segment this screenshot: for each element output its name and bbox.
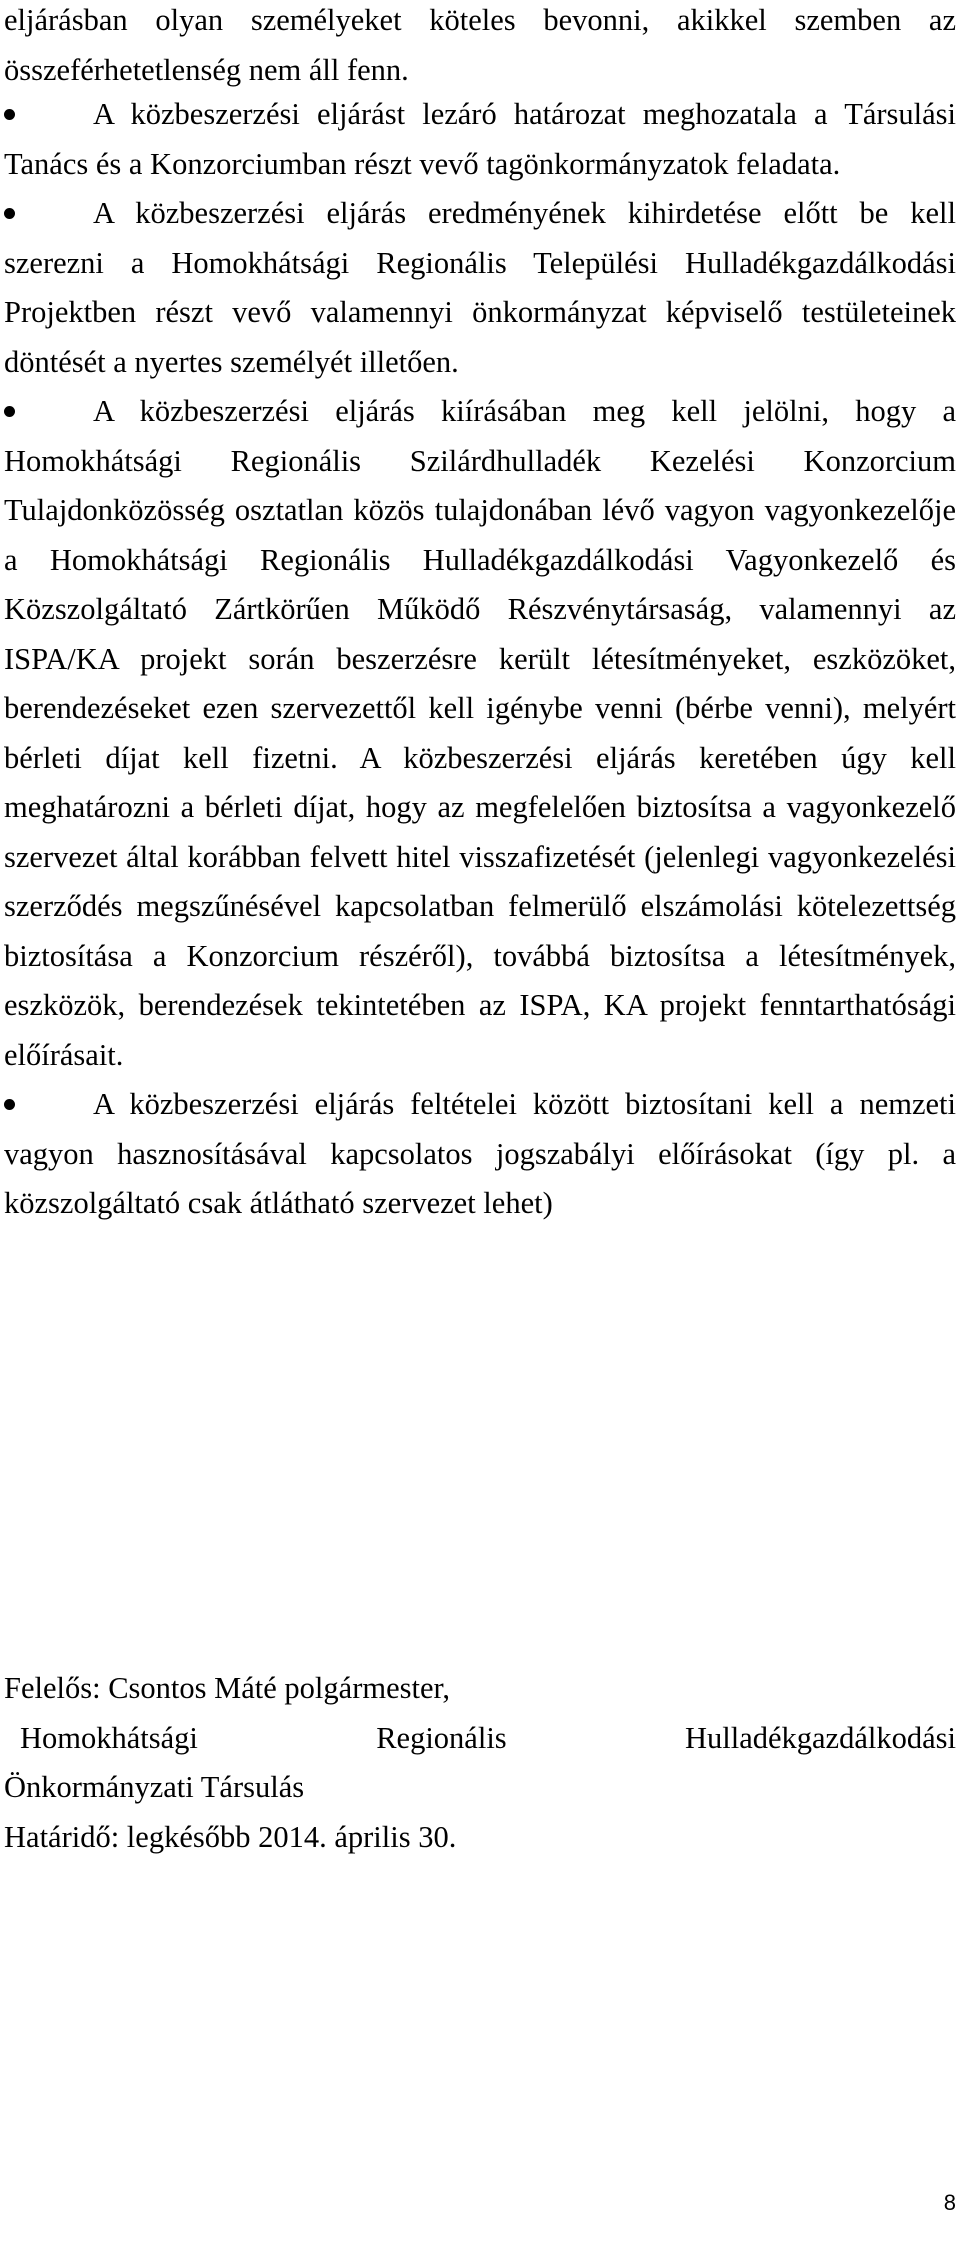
bullet-icon (4, 406, 15, 417)
bullet-item-1 (0, 90, 956, 189)
bullet-icon (4, 109, 15, 120)
bullet-list (0, 90, 956, 1229)
continuation-paragraph: eljárásban olyan személyeket köteles bevonni, akikkel szemben az összeférhetetlenség nem áll fenn. (4, 3, 956, 87)
bullet-icon (4, 1099, 15, 1110)
responsible-person: Felelős: Csontos Máté polgármester, (4, 1671, 451, 1705)
bullet-text: A közbeszerzési eljárás eredményének kihirdetése előtt be kell szerezni a Homokhátsági Regionális Települési Hulladékgazdálkodási Projektben részt vevő valamennyi önkormányzat képviselő testületeinek döntését a nyertes személyét illetően. (4, 196, 956, 379)
org-word: Homokhátsági (20, 1720, 198, 1755)
bullet-icon (4, 208, 15, 219)
responsible-organization-continued: Önkormányzati Társulás (4, 1770, 305, 1804)
bullet-text: A közbeszerzési eljárás kiírásában meg kell jelölni, hogy a Homokhátsági Regionális Szilárdhulladék Kezelési Konzorcium Tulajdonközösség osztatlan közös tulajdonában lévő vagyon vagyonkezelője a Homokhátsági Regionális Hulladékgazdálkodási Vagyonkezelő és Közszolgáltató Zártkörűen Működő Részvénytársaság, valamennyi az ISPA/KA projekt során beszerzésre került létesítményeket, eszközöket, berendezéseket ezen szervezettől kell igénybe venni (bérbe venni), melyért bérleti díjat kell fizetni. A közbeszerzési eljárás keretében úgy kell meghatározni a bérleti díjat, hogy az megfelelően biztosítsa a vagyonkezelő szervezet által korábban felvett hitel visszafizetését (jelenlegi vagyonkezelési szerződés megszűnésével kapcsolatban felmerülő elszámolási kötelezettség biztosítása a Konzorcium részéről), továbbá biztosítsa a létesítmények, eszközök, berendezések tekintetében az ISPA, KA projekt fenntarthatósági előírásait. (4, 394, 956, 1072)
responsibility-block (4, 1664, 956, 1862)
bullet-item-2 (0, 189, 956, 387)
bullet-item-4 (0, 1080, 956, 1229)
responsible-organization (4, 1714, 956, 1764)
deadline: Határidő: legkésőbb 2014. április 30. (4, 1819, 457, 1854)
bullet-text: A közbeszerzési eljárás feltételei között biztosítani kell a nemzeti vagyon hasznosításával kapcsolatos jogszabályi előírásokat (így pl. a közszolgáltató csak átlátható szervezet lehet) (4, 1087, 956, 1220)
org-word: Regionális (376, 1720, 507, 1755)
bullet-text: A közbeszerzési eljárást lezáró határozat meghozatala a Társulási Tanács és a Konzorciumban részt vevő tagönkormányzatok feladata. (4, 97, 956, 181)
page-number: 8 (943, 2190, 956, 2215)
org-word: Hulladékgazdálkodási (684, 1720, 956, 1755)
bullet-item-3 (0, 387, 956, 1080)
